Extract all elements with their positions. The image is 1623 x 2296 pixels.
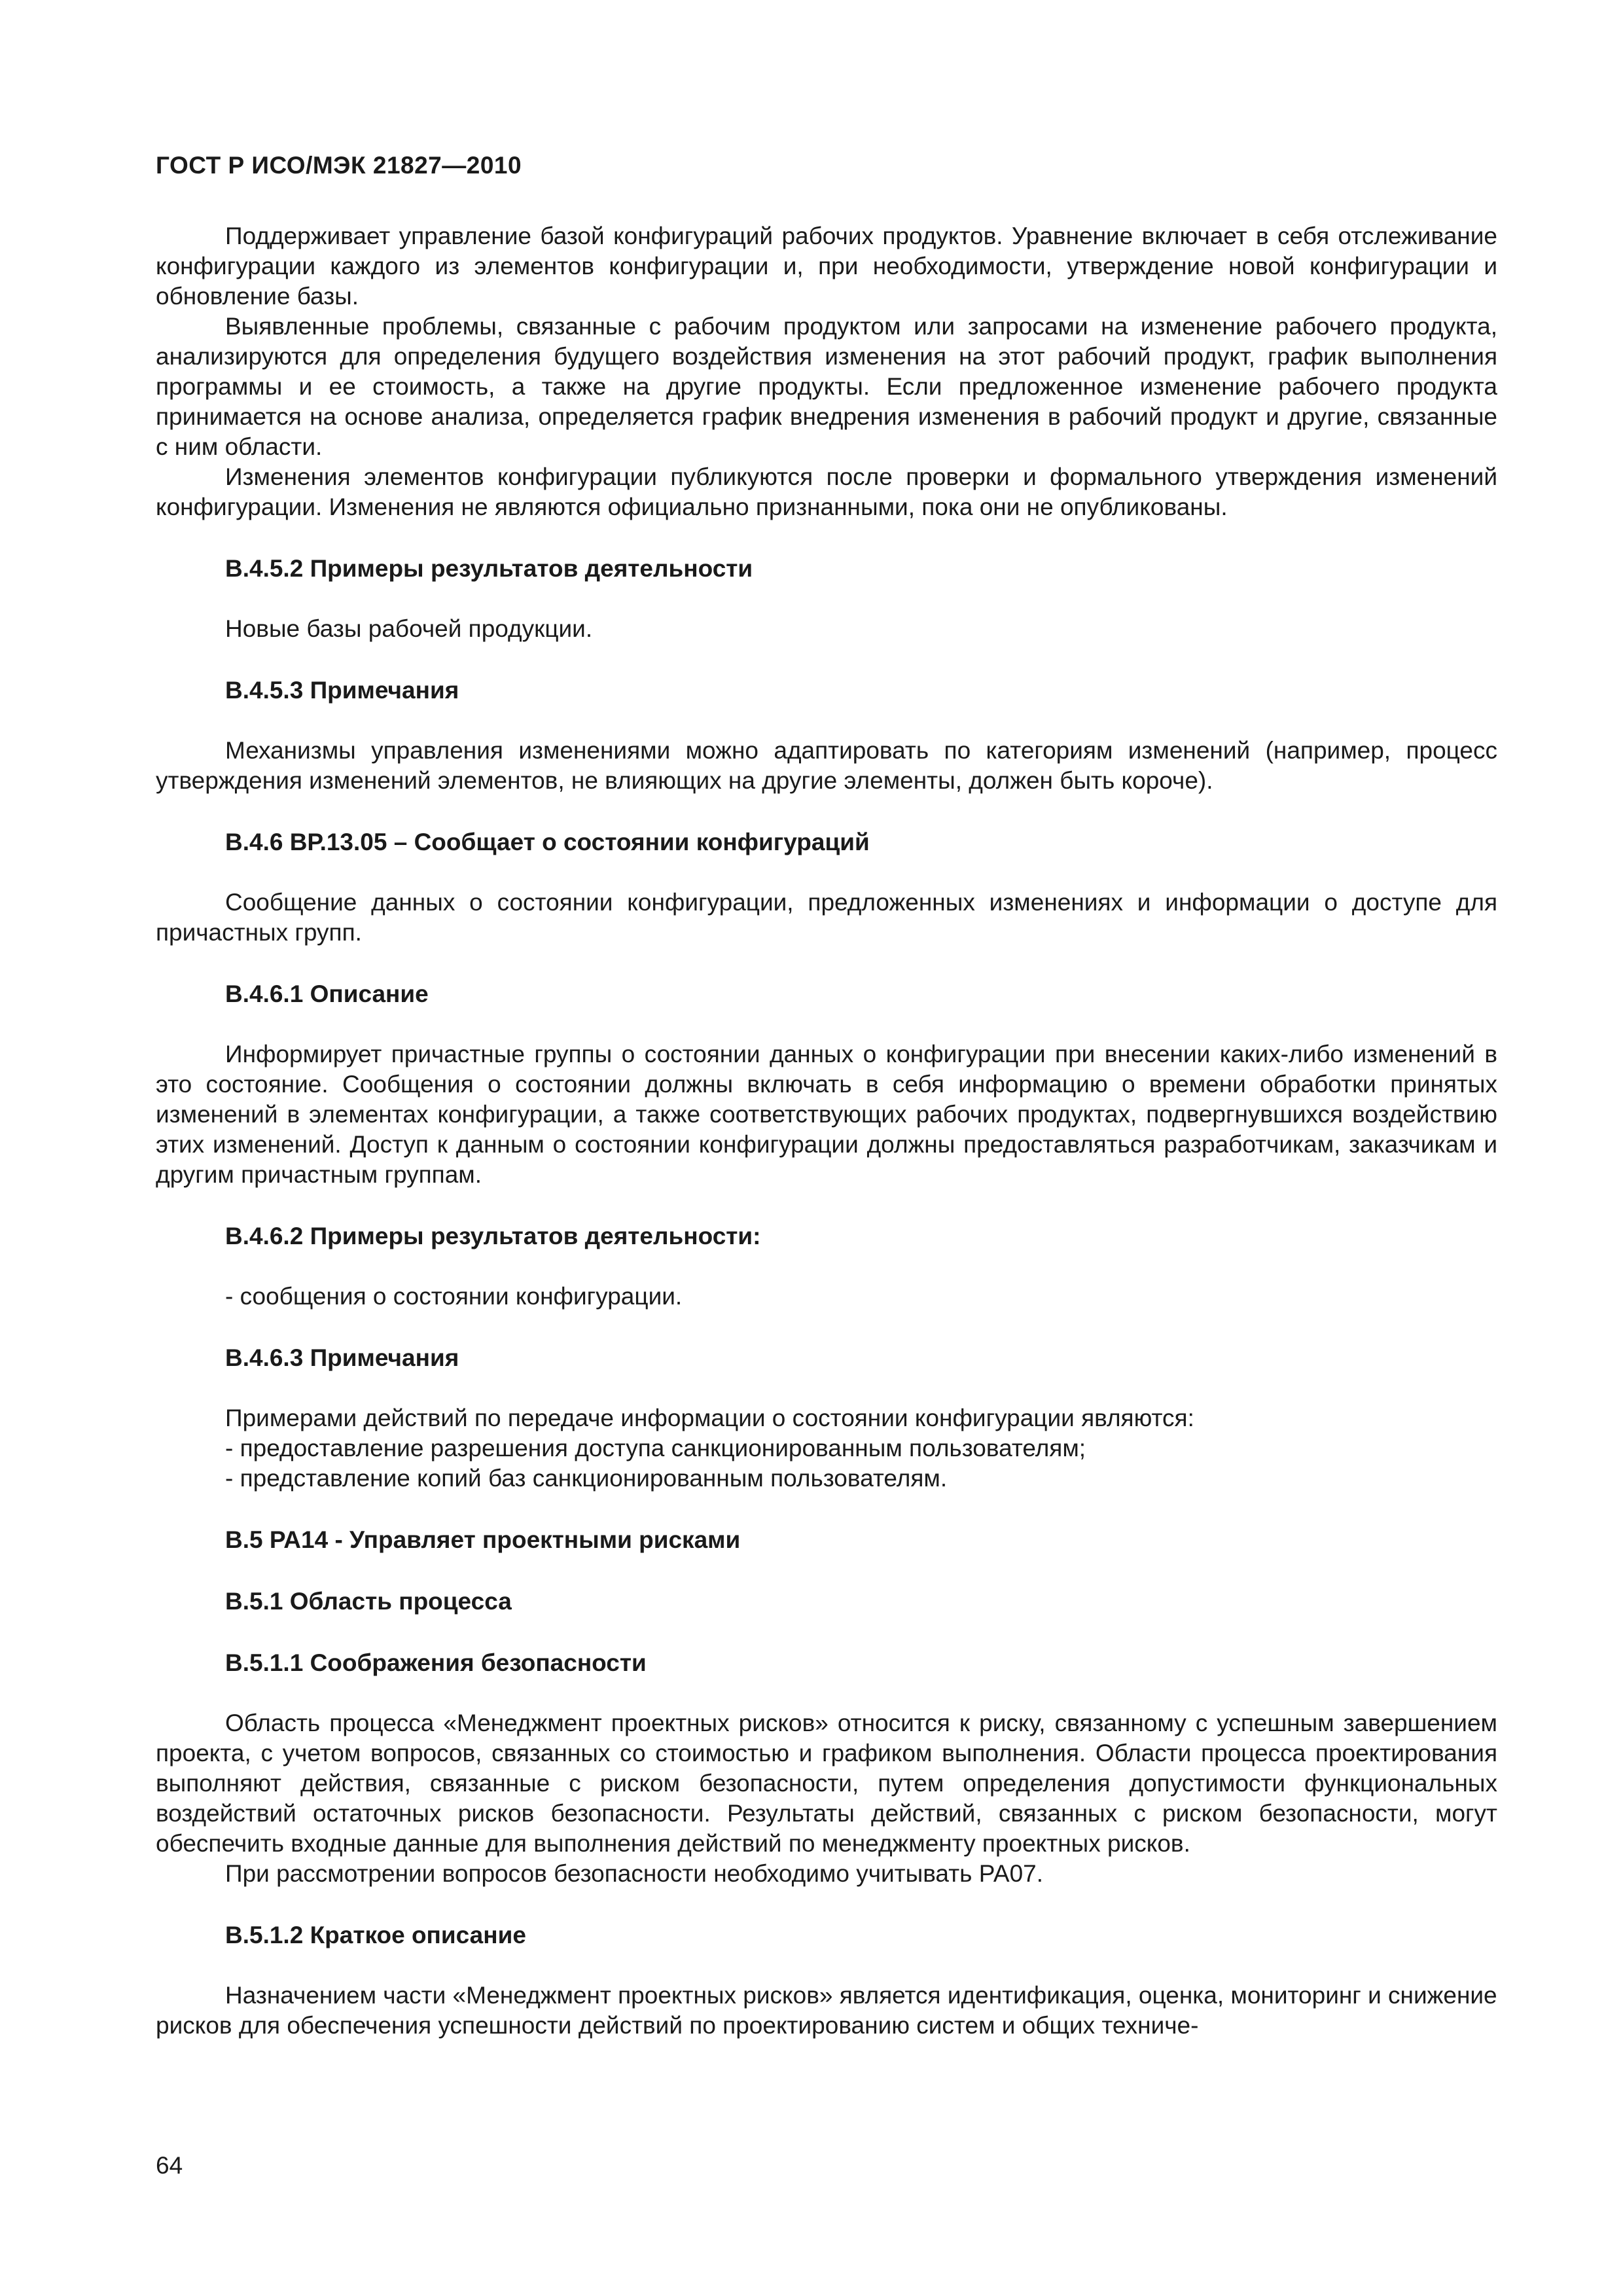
paragraph: Новые базы рабочей продукции. (225, 615, 593, 642)
section-heading: В.5 РА14 - Управляет проектными рисками (225, 1526, 741, 1553)
page-number: 64 (156, 2152, 183, 2179)
section-heading: В.4.6.2 Примеры результатов деятельности: (225, 1223, 761, 1249)
section-heading: В.4.5.3 Примечания (225, 677, 459, 704)
standard-header: ГОСТ Р ИСО/МЭК 21827—2010 (156, 152, 522, 179)
document-body (156, 221, 1497, 2041)
section-heading: В.4.5.2 Примеры результатов деятельности (225, 555, 753, 582)
paragraph: Область процесса «Менеджмент проектных рисков» относится к риску, связанному с успешным завершением проекта, с учетом вопросов, связанных со стоимостью и графиком выполнения. Области процесса проектирования выполняют действия, связанные с риском безопасности, путем определения допустимости функциональных воздействий остаточных рисков безопасности. Результаты действий, связанных с риском безопасности, могут обеспечить входные данные для выполнения действий по менеджменту проектных рисков. (156, 1710, 1497, 1857)
paragraph: Информирует причастные группы о состоянии данных о конфигурации при внесении каких-либо изменений в это состояние. Сообщения о состоянии должны включать в себя информацию о времени обработки принятых изменений в элементах конфигурации, а также соответствующих рабочих продуктах, подвергнувшихся воздействию этих изменений. Доступ к данным о состоянии конфигурации должны предоставляться разработчикам, заказчикам и другим причастным группам. (156, 1041, 1497, 1188)
list-item: - предоставление разрешения доступа санкционированным пользователям; (225, 1435, 1086, 1462)
section-heading: В.4.6.3 Примечания (225, 1344, 459, 1371)
paragraph: При рассмотрении вопросов безопасности необходимо учитывать РА07. (225, 1860, 1044, 1887)
paragraph: - сообщения о состоянии конфигурации. (225, 1283, 683, 1310)
section-heading: В.5.1.2 Краткое описание (225, 1922, 526, 1948)
paragraph: Поддерживает управление базой конфигураций рабочих продуктов. Уравнение включает в себя отслеживание конфигурации каждого из элементов конфигурации и, при необходимости, утверждение новой конфигурации и обновление базы. (156, 223, 1497, 310)
paragraph: Сообщение данных о состоянии конфигурации, предложенных изменениях и информации о доступе для причастных групп. (156, 889, 1497, 946)
list-item: - представление копий баз санкционированным пользователям. (225, 1465, 948, 1492)
paragraph: Назначением части «Менеджмент проектных рисков» является идентификация, оценка, мониторинг и снижение рисков для обеспечения успешности действий по проектированию систем и общих техниче- (156, 1982, 1497, 2039)
paragraph: Примерами действий по передаче информации о состоянии конфигурации являются: (225, 1405, 1194, 1431)
section-heading: В.5.1 Область процесса (225, 1588, 512, 1615)
section-heading: В.4.6.1 Описание (225, 980, 429, 1007)
paragraph: Механизмы управления изменениями можно адаптировать по категориям изменений (например, процесс утверждения изменений элементов, не влияющих на другие элементы, должен быть короче). (156, 737, 1497, 794)
section-heading: В.5.1.1 Соображения безопасности (225, 1649, 647, 1676)
paragraph: Изменения элементов конфигурации публикуются после проверки и формального утверждения изменений конфигурации. Изменения не являются официально признанными, пока они не опубликованы. (156, 463, 1497, 520)
paragraph: Выявленные проблемы, связанные с рабочим продуктом или запросами на изменение рабочего продукта, анализируются для определения будущего воздействия изменения на этот рабочий продукт, график выполнения программы и ее стоимость, а также на другие продукты. Если предложенное изменение рабочего продукта принимается на основе анализа, определяется график внедрения изменения в рабочий продукт и другие, связанные с ним области. (156, 313, 1497, 460)
document-page (156, 0, 1497, 2296)
section-heading: В.4.6 ВР.13.05 – Сообщает о состоянии конфигураций (225, 829, 870, 855)
